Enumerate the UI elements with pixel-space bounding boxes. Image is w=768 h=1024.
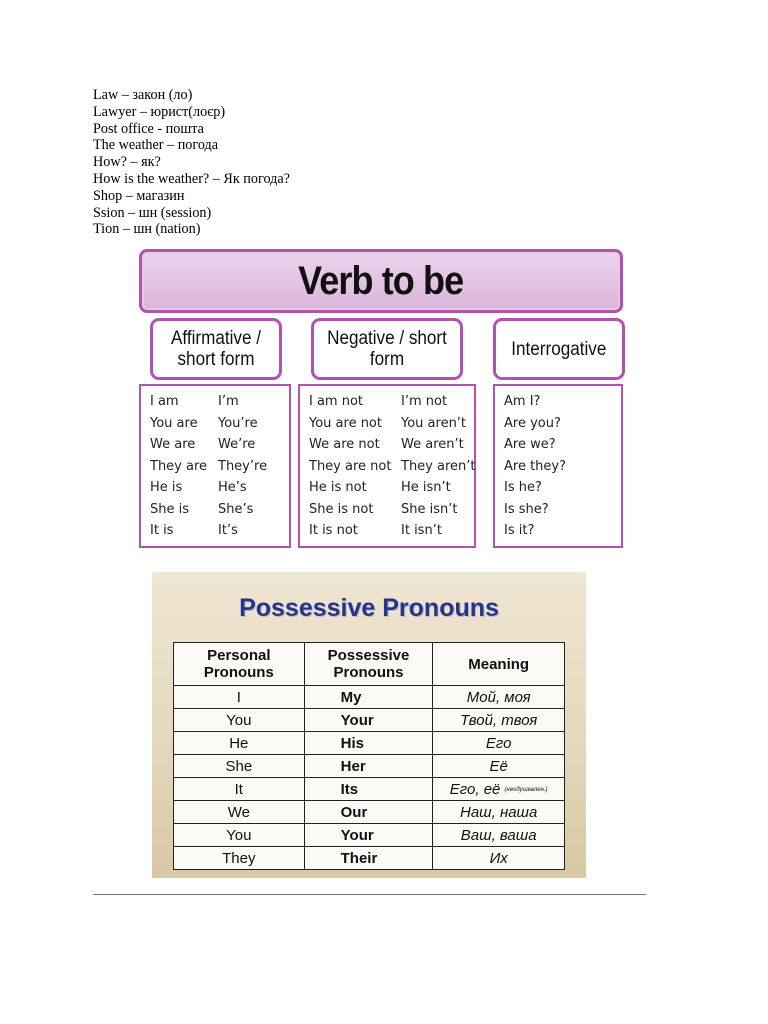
table-row bbox=[174, 755, 565, 778]
interrogative-item: Are we? bbox=[504, 437, 556, 452]
meaning-cell: Мой, моя bbox=[433, 686, 565, 709]
vocab-line: Law – закон (ло) bbox=[93, 87, 193, 103]
header-interrogative: Interrogative bbox=[493, 318, 625, 380]
negative-short: She isn’t bbox=[401, 501, 458, 517]
meaning-note: (неодушевлен.) bbox=[504, 786, 548, 793]
negative-full: It is not bbox=[309, 523, 358, 538]
interrogative-item: Is it? bbox=[504, 523, 535, 538]
interrogative-item: Am I? bbox=[504, 394, 541, 409]
personal-cell: He bbox=[174, 732, 305, 755]
negative-short: He isn’t bbox=[401, 480, 451, 495]
possessive-table bbox=[173, 642, 565, 870]
personal-cell: You bbox=[174, 824, 305, 847]
negative-full: You are not bbox=[309, 415, 382, 431]
vocab-line: Post office - пошта bbox=[93, 120, 204, 137]
possessive-cell: My bbox=[304, 686, 433, 709]
table-row bbox=[174, 709, 565, 732]
table-row bbox=[174, 778, 565, 801]
negative-full: They are not bbox=[309, 458, 392, 474]
verb-to-be-figure bbox=[133, 238, 646, 554]
possessive-cell: Your bbox=[304, 709, 433, 732]
affirmative-full: You are bbox=[150, 415, 198, 431]
meaning-cell: Её bbox=[433, 755, 565, 778]
personal-cell: She bbox=[174, 755, 305, 778]
vocab-line: Ssion – шн (session) bbox=[93, 204, 212, 221]
affirmative-full: He is bbox=[150, 480, 183, 495]
negative-full: We are not bbox=[309, 437, 380, 452]
possessive-cell: Her bbox=[304, 755, 433, 778]
negative-full: He is not bbox=[309, 480, 367, 495]
vocabulary-list bbox=[93, 87, 290, 238]
affirmative-column bbox=[139, 384, 291, 548]
affirmative-short: He’s bbox=[218, 480, 247, 495]
interrogative-item: Are you? bbox=[504, 415, 561, 431]
interrogative-item: Is he? bbox=[504, 480, 542, 495]
meaning-cell bbox=[433, 778, 565, 801]
affirmative-full: They are bbox=[150, 458, 208, 474]
header-negative: Negative / short form bbox=[311, 318, 463, 380]
meaning-cell: Твой, твоя bbox=[433, 709, 565, 732]
personal-cell: They bbox=[174, 847, 305, 870]
header-affirmative: Affirmative / short form bbox=[150, 318, 282, 380]
vocab-line: Shop – магазин bbox=[93, 187, 185, 204]
affirmative-short: She’s bbox=[218, 501, 254, 517]
vocab-line: How is the weather? – Як погода? bbox=[93, 170, 290, 187]
negative-short: They aren’t bbox=[401, 458, 476, 474]
page-divider bbox=[93, 894, 646, 895]
meaning-cell: Их bbox=[433, 847, 565, 870]
possessive-cell: Their bbox=[304, 847, 433, 870]
affirmative-short: We’re bbox=[218, 437, 256, 452]
possessive-pronouns-figure bbox=[152, 572, 586, 878]
personal-cell: You bbox=[174, 709, 305, 732]
affirmative-full: She is bbox=[150, 501, 190, 517]
possessive-cell: His bbox=[304, 732, 433, 755]
affirmative-short: You’re bbox=[218, 415, 258, 431]
personal-cell: We bbox=[174, 801, 305, 824]
possessive-cell: Your bbox=[304, 824, 433, 847]
affirmative-full: I am bbox=[150, 394, 179, 409]
vocab-line: Tion – шн (nation) bbox=[93, 221, 201, 238]
table-row bbox=[174, 732, 565, 755]
table-row bbox=[174, 801, 565, 824]
meaning-text: Его, её bbox=[449, 780, 501, 798]
verb-to-be-title: Verb to be bbox=[139, 249, 623, 313]
negative-short: We aren’t bbox=[401, 437, 464, 452]
table-row bbox=[174, 686, 565, 709]
affirmative-full: We are bbox=[150, 437, 196, 452]
affirmative-short: I’m bbox=[218, 394, 239, 409]
personal-cell: I bbox=[174, 686, 305, 709]
possessive-cell: Its bbox=[304, 778, 433, 801]
negative-short: You aren’t bbox=[401, 415, 467, 431]
negative-column bbox=[298, 384, 476, 548]
possessive-cell: Our bbox=[304, 801, 433, 824]
meaning-cell: Его bbox=[433, 732, 565, 755]
col-meaning-header: Meaning bbox=[433, 643, 565, 686]
meaning-cell: Наш, наша bbox=[433, 801, 565, 824]
interrogative-item: Are they? bbox=[504, 458, 567, 474]
table-row bbox=[174, 824, 565, 847]
col-personal-header: Personal Pronouns bbox=[174, 643, 305, 686]
col-possessive-header: Possessive Pronouns bbox=[304, 643, 433, 686]
personal-cell: It bbox=[174, 778, 305, 801]
possessive-title: Possessive Pronouns bbox=[239, 594, 499, 622]
interrogative-item: Is she? bbox=[504, 501, 549, 517]
negative-short: I’m not bbox=[401, 394, 448, 409]
negative-full: She is not bbox=[309, 501, 374, 517]
vocab-line: Lawyer – юрист(лоєр) bbox=[93, 103, 226, 120]
table-row bbox=[174, 847, 565, 870]
negative-short: It isn’t bbox=[401, 523, 442, 538]
negative-full: I am not bbox=[309, 394, 364, 409]
vocab-line: How? – як? bbox=[93, 154, 161, 171]
interrogative-column bbox=[493, 384, 623, 548]
vocab-line: The weather – погода bbox=[93, 137, 219, 154]
affirmative-full: It is bbox=[150, 523, 174, 538]
meaning-cell: Ваш, ваша bbox=[433, 824, 565, 847]
affirmative-short: They’re bbox=[218, 458, 268, 474]
affirmative-short: It’s bbox=[218, 523, 238, 538]
